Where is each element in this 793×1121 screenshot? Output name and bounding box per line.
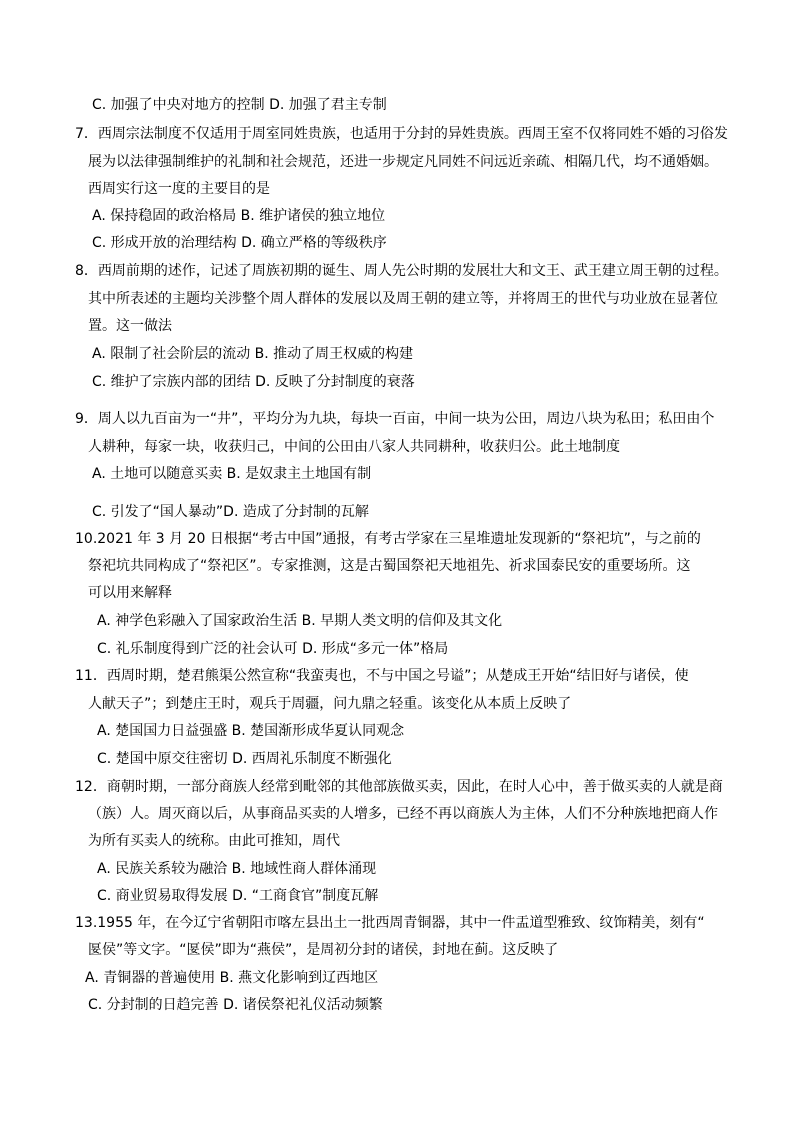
question-8-options-ab: A. 限制了社会阶层的流动 B. 推动了周王权威的构建 [92,346,414,362]
question-13-options-cd: C. 分封制的日趋完善 D. 诸侯祭祀礼仪活动频繁 [88,997,383,1013]
question-10-line-3: 可以用来解释 [88,585,172,601]
question-8-options-cd: C. 维护了宗族内部的团结 D. 反映了分封制度的衰落 [92,374,415,390]
question-9-line-1: 9．周人以九百亩为一“井”，平均分为九块，每块一百亩，中间一块为公田，周边八块为私田；私田由个 [75,411,715,427]
question-11-line-2: 人献天子”；到楚庄王时，观兵于周疆，问九鼎之轻重。该变化从本质上反映了 [88,696,572,712]
question-11-line-1: 11．西周时期，楚君熊渠公然宣称“我蛮夷也，不与中国之号谥”；从楚成王开始“结旧好与诸侯，使 [75,668,689,684]
question-9-options-ab: A. 土地可以随意买卖 B. 是奴隶主土地国有制 [92,466,372,482]
question-8-line-3: 置。这一做法 [88,318,172,334]
question-number: 11． [75,668,107,684]
question-10-options-cd: C. 礼乐制度得到广泛的社会认可 D. 形成“多元一体”格局 [97,641,449,657]
question-12-options-ab: A. 民族关系较为融洽 B. 地域性商人群体涌现 [97,861,377,877]
option-line-cd: C. 加强了中央对地方的控制 D. 加强了君主专制 [92,97,387,113]
question-9-line-2: 人耕种，每家一块，收获归己，中间的公田由八家人共同耕种，收获归公。此土地制度 [88,439,620,455]
question-13-line-1: 13.1955 年，在今辽宁省朝阳市喀左县出土一批西周青铜器，其中一件盂道型雅致、纹饰精美，刻有“ [75,915,705,931]
question-number: 9． [75,411,98,427]
question-12-line-3: 为所有买卖人的统称。由此可推知，周代 [88,833,340,849]
question-number: 12． [75,779,107,795]
question-11-options-cd: C. 楚国中原交往密切 D. 西周礼乐制度不断强化 [97,751,392,767]
question-10-options-ab: A. 神学色彩融入了国家政治生活 B. 早期人类文明的信仰及其文化 [97,613,503,629]
question-8-line-2: 其中所表述的主题均关涉整个周人群体的发展以及周王朝的建立等，并将周王的世代与功业放在显著位 [88,291,718,307]
question-number: 10. [75,531,98,547]
question-13-line-2: 匽侯”等文字。“匽侯”即为“燕侯”，是周初分封的诸侯，封地在蓟。这反映了 [88,942,559,958]
question-7-options-cd: C. 形成开放的治理结构 D. 确立严格的等级秩序 [92,235,387,251]
question-12-line-1: 12．商朝时期，一部分商族人经常到毗邻的其他部族做买卖，因此，在时人心中，善于做买卖的人就是商 [75,779,723,795]
question-number: 13. [75,915,98,931]
question-7-options-ab: A. 保持稳固的政治格局 B. 维护诸侯的独立地位 [92,208,386,224]
question-12-line-2: （族）人。周灭商以后，从事商品买卖的人增多，已经不再以商族人为主体，人们不分种族地把商人作 [88,806,718,822]
question-9-options-cd: C. 引发了“国人暴动”D. 造成了分封制的瓦解 [92,504,369,520]
question-number: 8． [75,263,98,279]
question-7-line-3: 西周实行这一度的主要目的是 [88,181,270,197]
question-10-line-2: 祭祀坑共同构成了“祭祀区”。专家推测，这是古蜀国祭祀天地祖先、祈求国泰民安的重要场所。这 [88,558,691,574]
question-10-line-1: 10.2021 年 3 月 20 日根据“考古中国”通报，有考古学家在三星堆遗址发现新的“祭祀坑”，与之前的 [75,531,701,547]
question-7-line-1: 7．西周宗法制度不仅适用于周室同姓贵族，也适用于分封的异姓贵族。西周王室不仅将同姓不婚的习俗发 [75,126,728,142]
question-number: 7． [75,126,98,142]
question-11-options-ab: A. 楚国国力日益强盛 B. 楚国渐形成华夏认同观念 [97,723,405,739]
question-13-options-ab: A. 青铜器的普遍使用 B. 燕文化影响到辽西地区 [85,970,379,986]
question-7-line-2: 展为以法律强制维护的礼制和社会规范，还进一步规定凡同姓不问远近亲疏、相隔几代，均不通婚姻。 [88,154,718,170]
question-8-line-1: 8．西周前期的述作，记述了周族初期的诞生、周人先公时期的发展壮大和文王、武王建立周王朝的过程。 [75,263,728,279]
question-12-options-cd: C. 商业贸易取得发展 D. “工商食官”制度瓦解 [97,888,379,904]
